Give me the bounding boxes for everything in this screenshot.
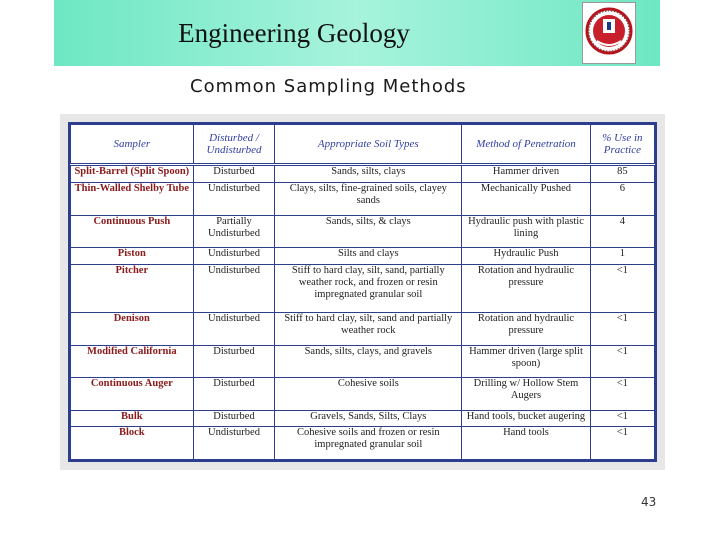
state-cell: Undisturbed — [193, 265, 275, 313]
state-cell: Undisturbed — [193, 248, 275, 265]
sampler-cell: Block — [71, 427, 194, 460]
soil-types-cell: Silts and clays — [275, 248, 462, 265]
state-cell: Disturbed — [193, 345, 275, 377]
state-cell: Undisturbed — [193, 183, 275, 215]
column-header: % Use in Practice — [590, 125, 654, 165]
soil-types-cell: Clays, silts, fine-grained soils, clayey sands — [275, 183, 462, 215]
table-row — [71, 265, 655, 313]
page-number: 43 — [641, 495, 657, 509]
state-cell: Partially Undisturbed — [193, 215, 275, 247]
state-cell: Undisturbed — [193, 427, 275, 460]
sampler-cell: Continuous Auger — [71, 378, 194, 410]
use-percent-cell: <1 — [590, 345, 654, 377]
table-row — [71, 165, 655, 183]
penetration-cell: Hydraulic Push — [462, 248, 590, 265]
sampler-cell: Thin-Walled Shelby Tube — [71, 183, 194, 215]
penetration-cell: Drilling w/ Hollow Stem Augers — [462, 378, 590, 410]
soil-types-cell: Sands, silts, clays — [275, 165, 462, 183]
use-percent-cell: <1 — [590, 378, 654, 410]
sampler-cell: Split-Barrel (Split Spoon) — [71, 165, 194, 183]
penetration-cell: Hand tools, bucket augering — [462, 410, 590, 427]
soil-types-cell: Cohesive soils — [275, 378, 462, 410]
table-row — [71, 345, 655, 377]
state-cell: Disturbed — [193, 378, 275, 410]
table-row — [71, 313, 655, 345]
table-header-row — [71, 125, 655, 165]
penetration-cell: Hammer driven — [462, 165, 590, 183]
penetration-cell: Hand tools — [462, 427, 590, 460]
sampler-cell: Bulk — [71, 410, 194, 427]
state-cell: Disturbed — [193, 165, 275, 183]
sampler-cell: Piston — [71, 248, 194, 265]
table-row — [71, 248, 655, 265]
use-percent-cell: 6 — [590, 183, 654, 215]
use-percent-cell: 1 — [590, 248, 654, 265]
sampler-cell: Modified California — [71, 345, 194, 377]
sampler-cell: Pitcher — [71, 265, 194, 313]
penetration-cell: Rotation and hydraulic pressure — [462, 313, 590, 345]
use-percent-cell: 4 — [590, 215, 654, 247]
penetration-cell: Hydraulic push with plastic lining — [462, 215, 590, 247]
use-percent-cell: <1 — [590, 265, 654, 313]
soil-types-cell: Cohesive soils and frozen or resin impregnated granular soil — [275, 427, 462, 460]
column-header: Disturbed / Undisturbed — [193, 125, 275, 165]
soil-types-cell: Stiff to hard clay, silt, sand, partially weather rock, and frozen or resin impregnated granular soil — [275, 265, 462, 313]
use-percent-cell: <1 — [590, 313, 654, 345]
table-panel — [60, 114, 665, 470]
penetration-cell: Mechanically Pushed — [462, 183, 590, 215]
soil-types-cell: Stiff to hard clay, silt, sand and partially weather rock — [275, 313, 462, 345]
soil-types-cell: Sands, silts, & clays — [275, 215, 462, 247]
table-row — [71, 410, 655, 427]
state-cell: Undisturbed — [193, 313, 275, 345]
state-cell: Disturbed — [193, 410, 275, 427]
table-row — [71, 378, 655, 410]
soil-types-cell: Sands, silts, clays, and gravels — [275, 345, 462, 377]
slide-subtitle: Common Sampling Methods — [190, 76, 467, 97]
header-band — [54, 0, 660, 66]
sampler-cell: Denison — [71, 313, 194, 345]
table-row — [71, 183, 655, 215]
table-row — [71, 215, 655, 247]
penetration-cell: Rotation and hydraulic pressure — [462, 265, 590, 313]
university-seal-icon — [582, 2, 636, 64]
header-title: Engineering Geology — [178, 18, 410, 48]
sampler-cell: Continuous Push — [71, 215, 194, 247]
table-row — [71, 427, 655, 460]
use-percent-cell: <1 — [590, 410, 654, 427]
column-header: Sampler — [71, 125, 194, 165]
use-percent-cell: <1 — [590, 427, 654, 460]
column-header: Method of Penetration — [462, 125, 590, 165]
sampling-methods-table — [68, 122, 657, 462]
use-percent-cell: 85 — [590, 165, 654, 183]
penetration-cell: Hammer driven (large split spoon) — [462, 345, 590, 377]
soil-types-cell: Gravels, Sands, Silts, Clays — [275, 410, 462, 427]
column-header: Appropriate Soil Types — [275, 125, 462, 165]
